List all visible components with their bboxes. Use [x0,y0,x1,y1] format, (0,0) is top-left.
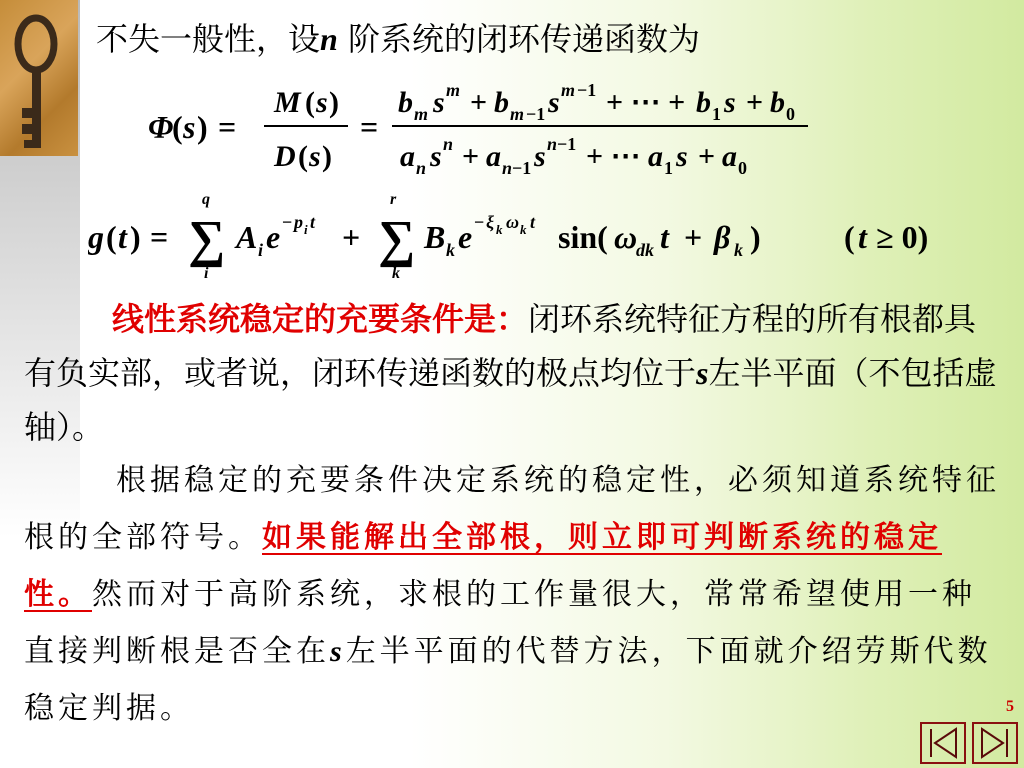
svg-text:−1: −1 [577,80,597,100]
svg-text:k: k [496,222,503,237]
svg-text:+: + [684,219,703,255]
svg-text:i: i [304,222,308,237]
svg-text:M: M [274,86,301,119]
svg-text:i: i [204,265,209,282]
svg-text:t: t [118,219,127,255]
svg-text:s: s [534,140,546,173]
svg-text:(: ( [298,140,308,173]
svg-text:q: q [202,191,210,208]
svg-text:b: b [696,86,711,119]
svg-text:n: n [547,134,558,154]
svg-text:n: n [443,134,454,154]
svg-text:=: = [150,219,169,255]
svg-text:+ ⋯ +: + ⋯ + [606,86,686,119]
highlighted-sentence: 如果能解出全部根，则立即可判断系统的稳定性。 [24,520,942,612]
svg-text:1: 1 [712,104,721,124]
svg-text:+: + [746,86,764,119]
svg-text:n: n [416,158,427,178]
svg-text:B: B [424,219,446,255]
svg-text:∑: ∑ [188,211,226,268]
svg-text:ξ: ξ [486,212,495,232]
key-image [0,0,78,156]
svg-text:r: r [390,191,397,208]
svg-text:+: + [698,140,716,173]
svg-text:(: ( [844,219,855,255]
svg-text:m: m [414,104,429,124]
routh-intro-paragraph: 根据稳定的充要条件决定系统的稳定性，必须知道系统特征根的全部符号。如果能解出全部根，则立即可判断系统的稳定性。然而对于高阶系统，求根的工作量很大，常常希望使用一种直接判断根是否全在s左半平面的代替方法，下面就介绍劳斯代数稳定判据。 [24,463,1000,726]
svg-text:ω: ω [614,219,638,255]
svg-text:m: m [561,80,576,100]
svg-text:): ) [322,140,332,173]
svg-text:s: s [183,109,196,145]
svg-text:b: b [494,86,509,119]
svg-text:a: a [400,140,415,173]
svg-text:s: s [316,86,328,119]
svg-text:+: + [342,219,361,255]
stability-condition-heading: 线性系统稳定的充要条件是 [112,300,497,338]
svg-text:−: − [282,212,293,232]
svg-text:+: + [462,140,480,173]
svg-text:≥ 0): ≥ 0) [876,219,929,255]
svg-text:s: s [548,86,560,119]
svg-text:Φ: Φ [148,109,174,145]
svg-text:p: p [294,212,303,232]
svg-text:+ ⋯: + ⋯ [586,140,641,173]
svg-text:): ) [130,219,141,255]
svg-text:a: a [648,140,663,173]
svg-text:ω: ω [506,212,520,232]
svg-text:(: ( [305,86,315,119]
svg-text:a: a [486,140,501,173]
svg-text:b: b [398,86,413,119]
svg-text:s: s [724,86,736,119]
svg-text:g: g [88,219,104,255]
stability-condition-paragraph: 线性系统稳定的充要条件是：闭环系统特征方程的所有根都具有负实部，或者说，闭环传递函数的极点均位于s左半平面（不包括虚轴）。 [24,300,997,446]
svg-text:i: i [258,240,264,260]
svg-text:): ) [197,109,208,145]
intro-line: 不失一般性，设n 阶系统的闭环传递函数为 [96,20,700,58]
svg-text:s: s [433,86,445,119]
svg-text:m: m [510,104,525,124]
svg-text:s: s [430,140,442,173]
svg-text:t: t [310,212,316,232]
svg-text:β: β [714,219,731,255]
svg-text:s: s [676,140,688,173]
svg-text:dk: dk [636,240,654,260]
svg-text:e: e [266,219,281,255]
svg-text:−1: −1 [526,104,546,124]
svg-text:1: 1 [664,158,673,178]
svg-text:t: t [530,212,536,232]
svg-text:n: n [502,158,513,178]
svg-text:0: 0 [786,104,795,124]
transfer-function-equation [148,80,868,180]
previous-slide-button[interactable] [920,722,966,764]
svg-text:−1: −1 [557,134,577,154]
svg-text:a: a [722,140,737,173]
svg-text:k: k [392,265,400,282]
svg-text:b: b [770,86,785,119]
svg-text:=: = [360,109,379,145]
svg-text:+: + [470,86,488,119]
svg-text:D: D [274,140,296,173]
page-number: 5 [1006,698,1014,715]
svg-text:∑: ∑ [378,211,416,268]
svg-text:sin(: sin( [558,219,608,255]
svg-text:t: t [858,219,867,255]
svg-text:t: t [660,219,669,255]
previous-arrow-icon [922,724,964,762]
svg-text:−1: −1 [512,158,532,178]
svg-text:=: = [218,109,237,145]
next-slide-button[interactable] [972,722,1018,764]
impulse-response-equation [88,188,948,284]
svg-text:A: A [236,219,258,255]
svg-text:(: ( [106,219,117,255]
svg-text:k: k [520,222,527,237]
svg-text:0: 0 [738,158,747,178]
svg-text:k: k [446,240,455,260]
svg-text:k: k [734,240,743,260]
svg-text:e: e [458,219,473,255]
next-arrow-icon [974,724,1016,762]
svg-text:): ) [750,219,761,255]
svg-text:−: − [474,212,485,232]
svg-text:s: s [309,140,321,173]
svg-text:): ) [329,86,339,119]
svg-text:m: m [446,80,461,100]
svg-text:(: ( [172,109,183,145]
